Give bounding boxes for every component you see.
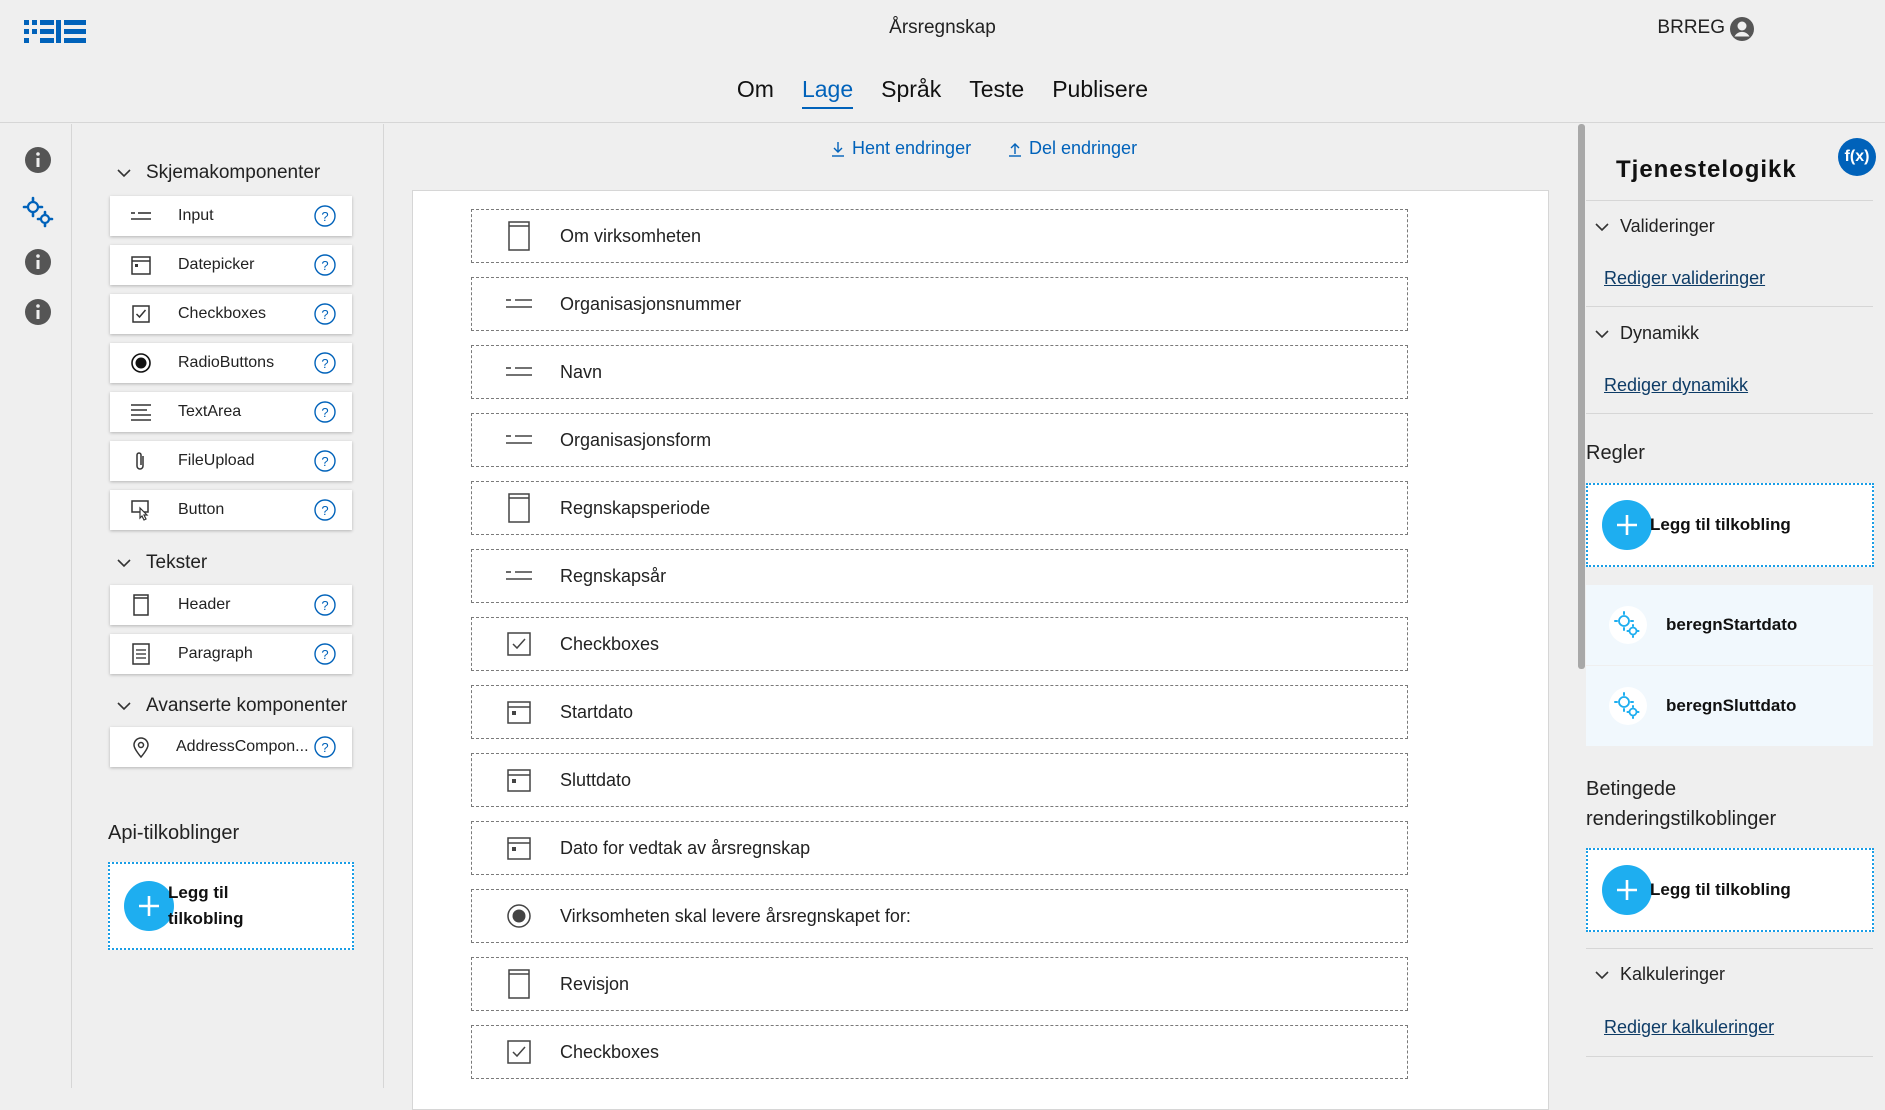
calendar-icon — [506, 835, 532, 861]
add-connection-label-line1: Legg til — [168, 883, 229, 902]
form-item-label: Om virksomheten — [560, 225, 702, 246]
toolbox-item-label: Paragraph — [178, 645, 253, 662]
org-name[interactable]: BRREG — [1657, 17, 1725, 38]
toolbox-item-input[interactable] — [110, 196, 352, 236]
section-title: Skjemakomponenter — [146, 162, 321, 183]
dynamics-title: Dynamikk — [1620, 323, 1700, 343]
form-item-label: Dato for vedtak av årsregnskap — [560, 837, 811, 858]
conditional-rendering-title — [1586, 774, 1776, 834]
user-avatar-icon[interactable] — [1729, 16, 1755, 42]
paperclip-icon — [130, 450, 152, 472]
paragraph-icon — [130, 643, 152, 665]
form-item-label: Checkboxes — [560, 1041, 660, 1062]
svg-text:?: ? — [321, 740, 329, 755]
toolbox-item-label: Datepicker — [178, 256, 255, 273]
calculations-toggle[interactable] — [1594, 964, 1725, 985]
help-icon[interactable] — [314, 499, 336, 521]
add-connection-label: Legg til tilkobling — [1650, 515, 1791, 534]
form-item[interactable] — [471, 617, 1408, 671]
header-icon — [506, 969, 532, 999]
help-icon[interactable] — [314, 643, 336, 665]
gears-icon — [1608, 605, 1648, 645]
chevron-down-icon — [116, 555, 132, 571]
checkbox-icon — [506, 1039, 532, 1065]
plus-icon — [124, 881, 174, 931]
toolbox-item-radiobuttons[interactable] — [110, 343, 352, 383]
form-item[interactable] — [471, 481, 1408, 535]
edit-calculations-link[interactable]: Rediger kalkuleringer — [1604, 1017, 1775, 1037]
edit-dynamics-link[interactable]: Rediger dynamikk — [1604, 375, 1749, 395]
toolbox-item-label: RadioButtons — [178, 354, 275, 371]
chevron-down-icon — [1594, 326, 1610, 342]
toolbox-item-label: AddressCompon... — [176, 738, 309, 755]
toolbox-item-textarea[interactable] — [110, 392, 352, 432]
form-item-label: Regnskapsår — [560, 565, 667, 586]
add-api-connection-button[interactable] — [108, 862, 354, 950]
tab-publisere[interactable]: Publisere — [1052, 76, 1149, 102]
toolbox-item-label: Input — [178, 207, 214, 224]
rule-label: beregnSluttdato — [1666, 696, 1797, 715]
divider — [1586, 1056, 1873, 1057]
input-icon — [505, 294, 533, 314]
svg-text:?: ? — [321, 209, 329, 224]
toolbox-item-datepicker[interactable] — [110, 245, 352, 285]
form-item[interactable] — [471, 345, 1408, 399]
form-item[interactable] — [471, 753, 1408, 807]
help-icon[interactable] — [314, 352, 336, 374]
rules-title: Regler — [1586, 442, 1645, 464]
help-icon[interactable] — [314, 450, 336, 472]
button-icon — [130, 499, 152, 521]
component-toolbox — [72, 124, 384, 1088]
chevron-down-icon — [1594, 219, 1610, 235]
info-icon[interactable] — [24, 146, 52, 174]
form-designer-main — [384, 124, 1577, 1088]
validations-title: Valideringer — [1620, 216, 1715, 236]
conditional-title-line2: renderingstilkoblinger — [1586, 808, 1777, 830]
tab-teste[interactable]: Teste — [969, 76, 1025, 102]
gears-icon — [1608, 686, 1648, 726]
dynamics-toggle[interactable] — [1594, 323, 1699, 344]
divider — [1586, 948, 1873, 949]
tab-om[interactable]: Om — [736, 76, 774, 102]
app-title: Årsregnskap — [889, 17, 996, 38]
calculations-title: Kalkuleringer — [1620, 964, 1726, 984]
top-bar — [0, 0, 1885, 123]
form-item[interactable] — [471, 413, 1408, 467]
toolbox-item-label: Header — [178, 596, 231, 613]
form-item-label: Checkboxes — [560, 633, 660, 654]
svg-text:?: ? — [321, 454, 329, 469]
left-icon-bar — [0, 124, 72, 1088]
form-item-label: Organisasjonsnummer — [560, 293, 742, 314]
section-skjemakomponenter[interactable] — [116, 162, 320, 184]
calendar-icon — [130, 254, 152, 276]
fx-button[interactable]: f(x) — [1838, 138, 1876, 176]
conditional-title-line1: Betingede — [1586, 778, 1677, 800]
toolbox-item-label: Button — [178, 501, 225, 518]
help-icon[interactable] — [314, 254, 336, 276]
header-icon — [506, 493, 532, 523]
add-conditional-connection-button[interactable] — [1586, 848, 1874, 932]
svg-text:?: ? — [321, 598, 329, 613]
section-title: Avanserte komponenter — [146, 695, 348, 716]
form-item-label: Virksomheten skal levere årsregnskapet for: — [560, 905, 911, 926]
svg-text:?: ? — [321, 258, 329, 273]
toolbox-item-checkboxes[interactable] — [110, 294, 352, 334]
toolbox-item-header[interactable] — [110, 585, 352, 625]
input-icon — [505, 362, 533, 382]
service-logic-panel — [1586, 124, 1885, 1088]
svg-text:?: ? — [321, 307, 329, 322]
form-item-label: Sluttdato — [560, 769, 632, 790]
calendar-icon — [506, 767, 532, 793]
edit-validations-link[interactable]: Rediger valideringer — [1604, 268, 1766, 288]
tab-sprak[interactable]: Språk — [881, 76, 942, 102]
header-icon — [506, 221, 532, 251]
gears-icon[interactable] — [22, 196, 54, 228]
input-icon — [130, 205, 152, 227]
chevron-down-icon — [116, 698, 132, 714]
form-item-label: Organisasjonsform — [560, 429, 712, 450]
form-item[interactable] — [471, 685, 1408, 739]
validations-toggle[interactable] — [1594, 216, 1715, 237]
form-item-label: Regnskapsperiode — [560, 497, 711, 518]
api-connections-title: Api-tilkoblinger — [108, 822, 240, 844]
add-connection-label: Legg til tilkobling — [1650, 880, 1791, 899]
section-avanserte-komponenter[interactable] — [116, 695, 347, 717]
add-connection-label-line2: tilkobling — [168, 909, 244, 928]
help-icon[interactable] — [314, 736, 336, 758]
chevron-down-icon — [1594, 967, 1610, 983]
plus-icon — [1602, 865, 1652, 915]
form-canvas — [412, 190, 1549, 1110]
divider — [1586, 413, 1873, 414]
input-icon — [505, 566, 533, 586]
help-icon[interactable] — [314, 303, 336, 325]
svg-text:?: ? — [321, 356, 329, 371]
form-item[interactable] — [471, 1025, 1408, 1079]
section-tekster[interactable] — [116, 552, 207, 574]
form-item[interactable] — [471, 549, 1408, 603]
main-scrollbar[interactable] — [1578, 124, 1585, 669]
toolbox-item-addresscomponent[interactable] — [110, 727, 352, 767]
help-icon[interactable] — [314, 401, 336, 423]
chevron-down-icon — [116, 165, 132, 181]
divider — [1586, 306, 1873, 307]
svg-text:?: ? — [321, 647, 329, 662]
form-item-label: Startdato — [560, 701, 634, 722]
divider — [1586, 200, 1873, 201]
svg-text:?: ? — [321, 405, 329, 420]
download-icon — [830, 141, 846, 157]
help-icon[interactable] — [314, 205, 336, 227]
form-item[interactable] — [471, 957, 1408, 1011]
toolbox-item-button[interactable] — [110, 490, 352, 530]
location-pin-icon — [130, 736, 152, 758]
radio-icon — [506, 903, 532, 929]
rule-label: beregnStartdato — [1666, 615, 1798, 634]
tab-lage[interactable]: Lage — [802, 76, 853, 109]
share-changes-button[interactable] — [1007, 138, 1137, 159]
share-changes-label: Del endringer — [1029, 138, 1138, 158]
main-tabs — [0, 76, 1885, 109]
toolbox-item-label: TextArea — [178, 403, 242, 420]
calendar-icon — [506, 699, 532, 725]
form-item[interactable] — [471, 277, 1408, 331]
form-item[interactable] — [471, 821, 1408, 875]
toolbox-item-label: Checkboxes — [178, 305, 267, 322]
info-icon[interactable] — [24, 298, 52, 326]
section-title: Tekster — [146, 552, 208, 573]
toolbox-item-label: FileUpload — [178, 452, 255, 469]
panel-title: Tjenestelogikk — [1616, 156, 1797, 183]
fetch-changes-label: Hent endringer — [852, 138, 972, 158]
form-item[interactable] — [471, 889, 1408, 943]
toolbox-item-paragraph[interactable] — [110, 634, 352, 674]
checkbox-icon — [130, 303, 152, 325]
toolbox-item-fileupload[interactable] — [110, 441, 352, 481]
fetch-changes-button[interactable] — [830, 138, 971, 159]
rule-item[interactable] — [1586, 585, 1873, 665]
rule-item[interactable] — [1586, 666, 1873, 746]
header-icon — [130, 594, 152, 616]
radio-icon — [130, 352, 152, 374]
form-item-label: Revisjon — [560, 973, 630, 994]
form-item-label: Navn — [560, 361, 603, 382]
svg-text:?: ? — [321, 503, 329, 518]
form-item[interactable] — [471, 209, 1408, 263]
info-icon[interactable] — [24, 248, 52, 276]
add-rule-connection-button[interactable] — [1586, 483, 1874, 567]
input-icon — [505, 430, 533, 450]
plus-icon — [1602, 500, 1652, 550]
upload-icon — [1007, 141, 1023, 157]
help-icon[interactable] — [314, 594, 336, 616]
checkbox-icon — [506, 631, 532, 657]
textarea-icon — [130, 401, 152, 423]
